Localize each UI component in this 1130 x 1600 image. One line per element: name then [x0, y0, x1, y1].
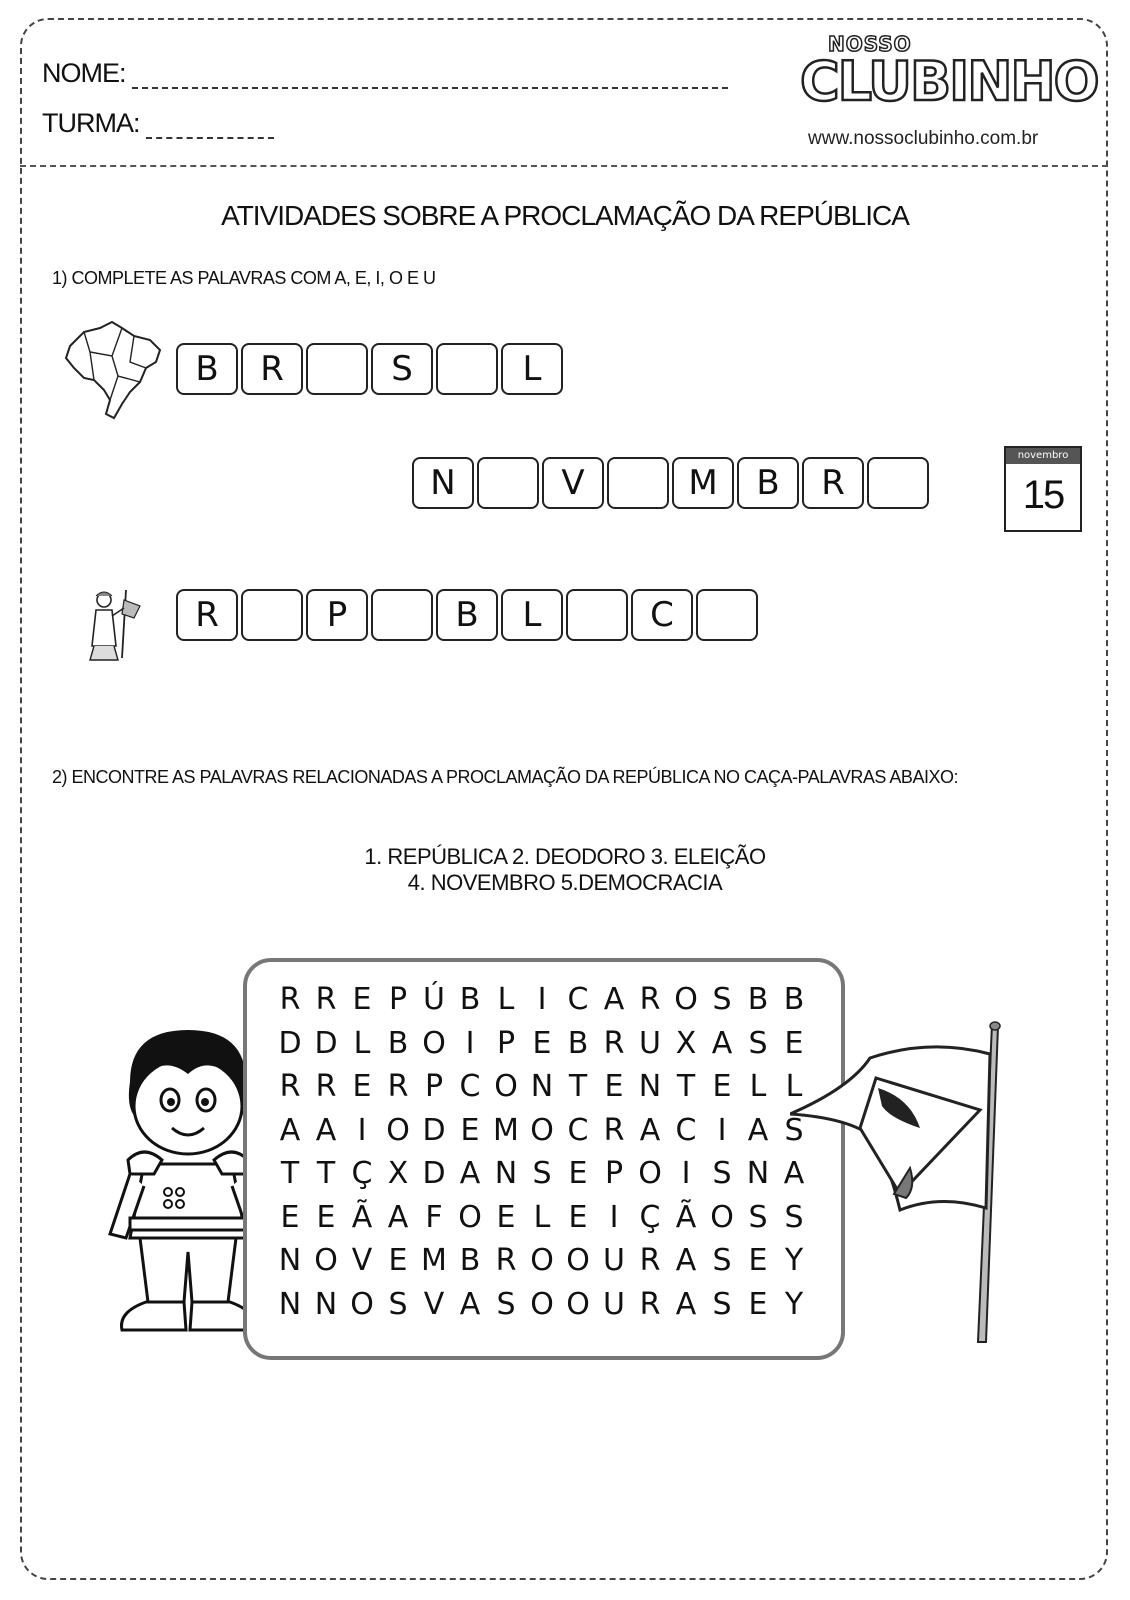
- grid-cell[interactable]: E: [712, 1069, 732, 1104]
- grid-cell[interactable]: O: [386, 1112, 410, 1148]
- grid-cell[interactable]: S: [784, 1112, 804, 1148]
- grid-cell[interactable]: R: [495, 1243, 517, 1278]
- grid-cell[interactable]: O: [458, 1199, 482, 1235]
- grid-cell[interactable]: B: [567, 1025, 589, 1061]
- grid-cell[interactable]: A: [459, 1286, 481, 1322]
- grid-cell[interactable]: S: [712, 1156, 732, 1191]
- grid-cell[interactable]: I: [717, 1112, 727, 1148]
- grid-row: [272, 1109, 812, 1153]
- name-field[interactable]: [42, 58, 728, 89]
- grid-cell[interactable]: Ú: [423, 982, 445, 1017]
- grid-cell[interactable]: A: [387, 1199, 409, 1235]
- blank-letter-box[interactable]: [867, 457, 929, 509]
- word-list-line-1: 1. REPÚBLICA 2. DEODORO 3. ELEIÇÃO: [364, 844, 766, 869]
- letter-box: S: [371, 343, 433, 395]
- grid-cell[interactable]: E: [604, 1069, 624, 1104]
- page-title: ATIVIDADES SOBRE A PROCLAMAÇÃO DA REPÚBLICA: [221, 200, 909, 231]
- grid-cell[interactable]: C: [567, 1112, 589, 1148]
- grid-cell[interactable]: N: [494, 1156, 518, 1191]
- grid-cell[interactable]: O: [566, 1286, 590, 1322]
- grid-cell[interactable]: L: [785, 1069, 803, 1104]
- nosso-clubinho-logo: [800, 32, 1098, 152]
- grid-cell[interactable]: E: [568, 1199, 588, 1235]
- grid-cell[interactable]: P: [604, 1156, 624, 1191]
- name-line[interactable]: [132, 67, 728, 89]
- letter-box: L: [501, 589, 563, 641]
- word-list-line-2: 4. NOVEMBRO 5.DEMOCRACIA: [407, 870, 723, 895]
- grid-cell[interactable]: O: [530, 1243, 554, 1278]
- name-label: NOME:: [42, 58, 126, 88]
- grid-cell[interactable]: Ç: [639, 1199, 661, 1235]
- grid-cell[interactable]: A: [675, 1286, 697, 1322]
- grid-cell[interactable]: S: [748, 1025, 768, 1061]
- grid-cell[interactable]: R: [315, 982, 337, 1017]
- grid-cell[interactable]: S: [712, 982, 732, 1017]
- grid-cell[interactable]: O: [350, 1286, 374, 1322]
- letter-box: C: [631, 589, 693, 641]
- grid-cell[interactable]: C: [675, 1112, 697, 1148]
- grid-cell[interactable]: R: [639, 1243, 661, 1278]
- grid-cell[interactable]: S: [748, 1199, 768, 1235]
- grid-cell[interactable]: R: [387, 1069, 409, 1104]
- blank-letter-box[interactable]: [436, 343, 498, 395]
- word2-boxes: [412, 457, 929, 509]
- grid-cell[interactable]: E: [388, 1243, 408, 1278]
- grid-cell[interactable]: D: [422, 1112, 446, 1148]
- grid-cell[interactable]: M: [421, 1243, 447, 1278]
- grid-cell[interactable]: O: [638, 1156, 662, 1191]
- class-field[interactable]: [42, 108, 274, 139]
- grid-cell[interactable]: Y: [784, 1243, 804, 1278]
- grid-cell[interactable]: S: [496, 1286, 516, 1322]
- grid-cell[interactable]: B: [459, 1243, 481, 1278]
- logo-top-text: NOSSO: [828, 32, 912, 56]
- grid-cell[interactable]: Ã: [351, 1199, 373, 1235]
- letter-box: R: [802, 457, 864, 509]
- grid-cell[interactable]: I: [609, 1199, 619, 1235]
- letter-box: B: [176, 343, 238, 395]
- grid-cell[interactable]: N: [278, 1243, 302, 1278]
- class-label: TURMA:: [42, 108, 140, 138]
- grid-cell[interactable]: S: [388, 1286, 408, 1322]
- grid-cell[interactable]: E: [460, 1112, 480, 1148]
- letter-box: V: [542, 457, 604, 509]
- grid-cell[interactable]: O: [494, 1069, 518, 1104]
- grid-cell[interactable]: Y: [784, 1286, 804, 1322]
- grid-cell[interactable]: T: [676, 1069, 696, 1104]
- grid-cell[interactable]: T: [568, 1069, 588, 1104]
- word-search-grid[interactable]: [272, 978, 812, 1326]
- grid-cell[interactable]: N: [530, 1069, 554, 1104]
- letter-box: N: [412, 457, 474, 509]
- grid-cell[interactable]: B: [459, 982, 481, 1017]
- grid-row: [272, 978, 812, 1022]
- grid-cell[interactable]: S: [532, 1156, 552, 1191]
- grid-cell[interactable]: E: [352, 1069, 372, 1104]
- grid-cell[interactable]: T: [316, 1156, 336, 1191]
- grid-cell[interactable]: P: [496, 1025, 516, 1061]
- activity2-instruction: 2) ENCONTRE AS PALAVRAS RELACIONADAS A PROCLAMAÇÃO DA REPÚBLICA NO CAÇA-PALAVRAS ABAIXO:: [52, 767, 958, 787]
- letter-box: B: [436, 589, 498, 641]
- grid-cell[interactable]: L: [497, 982, 515, 1017]
- grid-cell[interactable]: E: [748, 1286, 768, 1322]
- grid-cell[interactable]: C: [567, 982, 589, 1017]
- blank-letter-box[interactable]: [696, 589, 758, 641]
- grid-cell[interactable]: A: [639, 1112, 661, 1148]
- grid-cell[interactable]: V: [351, 1243, 373, 1278]
- grid-cell[interactable]: S: [712, 1243, 732, 1278]
- grid-cell[interactable]: O: [314, 1243, 338, 1278]
- word3-boxes: [176, 589, 758, 641]
- grid-cell[interactable]: I: [537, 982, 547, 1017]
- class-line[interactable]: [146, 117, 274, 139]
- grid-cell[interactable]: A: [675, 1243, 697, 1278]
- grid-cell[interactable]: S: [712, 1286, 732, 1322]
- grid-cell[interactable]: B: [783, 982, 805, 1017]
- grid-row: [272, 1283, 812, 1327]
- calendar-month: novembro: [1006, 448, 1080, 464]
- grid-cell[interactable]: D: [422, 1156, 446, 1191]
- grid-cell[interactable]: R: [315, 1069, 337, 1104]
- grid-cell[interactable]: I: [681, 1156, 691, 1191]
- grid-row: [272, 1239, 812, 1283]
- grid-cell[interactable]: A: [783, 1156, 805, 1191]
- grid-cell[interactable]: E: [748, 1243, 768, 1278]
- grid-cell[interactable]: U: [603, 1243, 625, 1278]
- grid-cell[interactable]: P: [388, 982, 408, 1017]
- grid-cell[interactable]: L: [749, 1069, 767, 1104]
- letter-box: B: [737, 457, 799, 509]
- grid-cell[interactable]: R: [279, 982, 301, 1017]
- grid-cell[interactable]: O: [530, 1286, 554, 1322]
- header-separator: [20, 165, 1108, 167]
- grid-cell[interactable]: A: [279, 1112, 301, 1148]
- grid-cell[interactable]: A: [315, 1112, 337, 1148]
- grid-cell[interactable]: B: [387, 1025, 409, 1061]
- grid-cell[interactable]: N: [314, 1286, 338, 1322]
- grid-row: [272, 1152, 812, 1196]
- grid-cell[interactable]: O: [674, 982, 698, 1017]
- word1-boxes: [176, 343, 563, 395]
- grid-cell[interactable]: L: [353, 1025, 371, 1061]
- grid-cell[interactable]: R: [603, 1112, 625, 1148]
- grid-cell[interactable]: R: [639, 982, 661, 1017]
- grid-cell[interactable]: E: [352, 982, 372, 1017]
- blank-letter-box[interactable]: [371, 589, 433, 641]
- grid-cell[interactable]: N: [746, 1156, 770, 1191]
- grid-cell[interactable]: Ã: [675, 1199, 697, 1235]
- letter-box: M: [672, 457, 734, 509]
- grid-cell[interactable]: D: [278, 1025, 302, 1061]
- grid-cell[interactable]: A: [603, 982, 625, 1017]
- grid-row: [272, 1022, 812, 1066]
- grid-cell[interactable]: M: [493, 1112, 519, 1148]
- grid-cell[interactable]: E: [532, 1025, 552, 1061]
- grid-cell[interactable]: E: [496, 1199, 516, 1235]
- grid-cell[interactable]: R: [639, 1286, 661, 1322]
- letter-box: L: [501, 343, 563, 395]
- blank-letter-box[interactable]: [566, 589, 628, 641]
- grid-cell[interactable]: R: [279, 1069, 301, 1104]
- grid-cell[interactable]: O: [710, 1199, 734, 1235]
- grid-cell[interactable]: O: [422, 1025, 446, 1061]
- letter-box: R: [176, 589, 238, 641]
- grid-cell[interactable]: B: [747, 982, 769, 1017]
- blank-letter-box[interactable]: [306, 343, 368, 395]
- grid-cell[interactable]: R: [603, 1025, 625, 1061]
- grid-cell[interactable]: U: [603, 1286, 625, 1322]
- blank-letter-box[interactable]: [607, 457, 669, 509]
- grid-cell[interactable]: O: [566, 1243, 590, 1278]
- logo-main-text: CLUBINHO: [800, 50, 1098, 113]
- brazil-map-icon: [60, 318, 164, 422]
- grid-cell[interactable]: X: [675, 1025, 697, 1061]
- grid-cell[interactable]: E: [280, 1199, 300, 1235]
- grid-cell[interactable]: E: [316, 1199, 336, 1235]
- grid-cell[interactable]: N: [638, 1069, 662, 1104]
- grid-cell[interactable]: U: [639, 1025, 661, 1061]
- grid-cell[interactable]: V: [423, 1286, 445, 1322]
- grid-cell[interactable]: S: [784, 1199, 804, 1235]
- grid-cell[interactable]: L: [533, 1199, 551, 1235]
- grid-cell[interactable]: I: [357, 1112, 367, 1148]
- blank-letter-box[interactable]: [241, 589, 303, 641]
- grid-cell[interactable]: T: [280, 1156, 300, 1191]
- brazil-flag-illustration: [790, 1018, 1030, 1358]
- logo-url: www.nossoclubinho.com.br: [808, 128, 1039, 149]
- grid-cell[interactable]: Ç: [351, 1156, 373, 1191]
- grid-cell[interactable]: F: [425, 1199, 443, 1235]
- grid-row: [272, 1065, 812, 1109]
- grid-cell[interactable]: X: [387, 1156, 409, 1191]
- grid-cell[interactable]: C: [459, 1069, 481, 1104]
- activity1-instruction: 1) COMPLETE AS PALAVRAS COM A, E, I, O E U: [52, 268, 436, 288]
- grid-cell[interactable]: N: [278, 1286, 302, 1322]
- blank-letter-box[interactable]: [477, 457, 539, 509]
- grid-cell[interactable]: A: [747, 1112, 769, 1148]
- grid-cell[interactable]: I: [465, 1025, 475, 1061]
- grid-cell[interactable]: A: [711, 1025, 733, 1061]
- grid-cell[interactable]: P: [424, 1069, 444, 1104]
- grid-cell[interactable]: D: [314, 1025, 338, 1061]
- calendar-icon: [1004, 446, 1082, 532]
- republic-figure-icon: [82, 586, 144, 666]
- letter-box: P: [306, 589, 368, 641]
- grid-cell[interactable]: E: [568, 1156, 588, 1191]
- grid-row: [272, 1196, 812, 1240]
- grid-cell[interactable]: O: [530, 1112, 554, 1148]
- calendar-day: 15: [1022, 473, 1064, 517]
- grid-cell[interactable]: E: [784, 1025, 804, 1061]
- letter-box: R: [241, 343, 303, 395]
- grid-cell[interactable]: A: [459, 1156, 481, 1191]
